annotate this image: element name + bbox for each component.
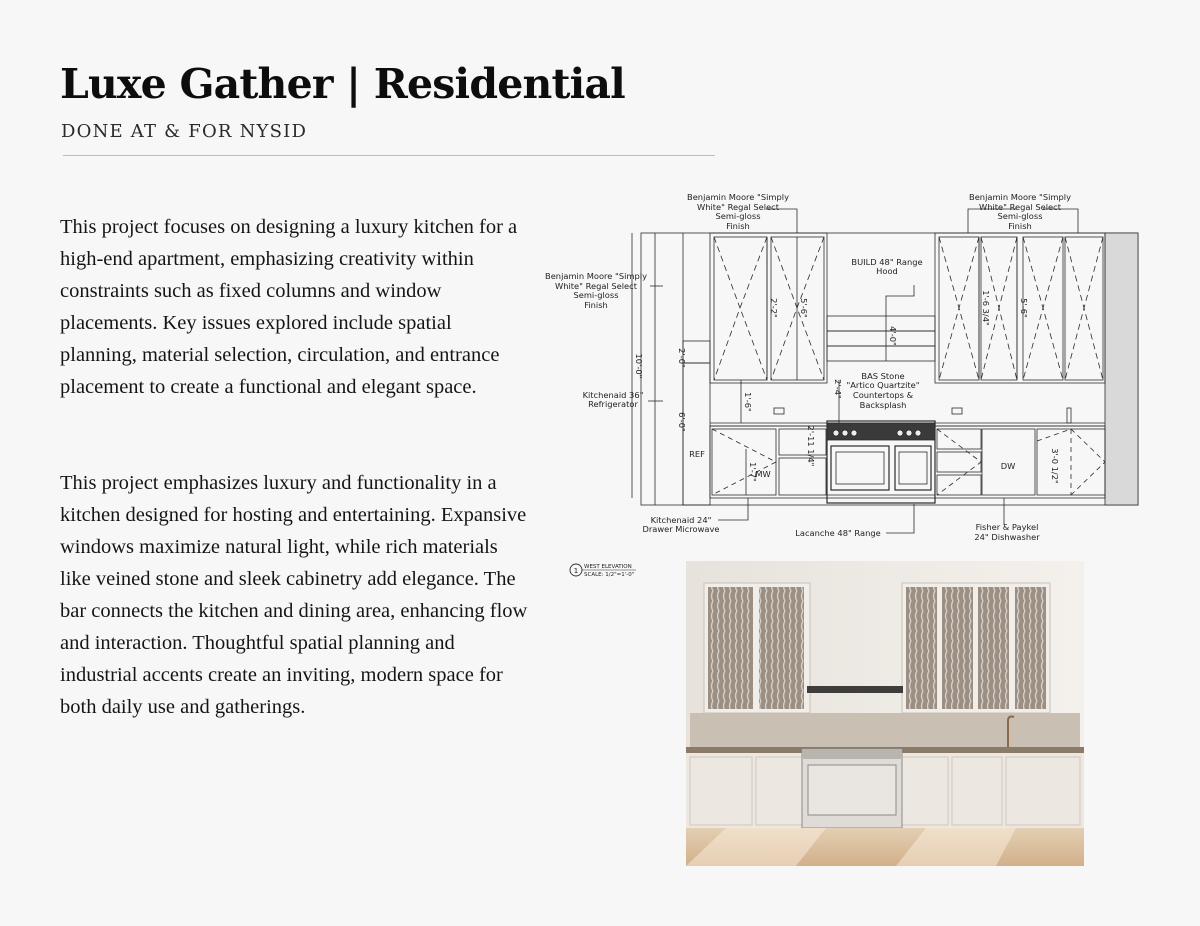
svg-text:Semi-gloss: Semi-gloss: [573, 290, 619, 300]
svg-text:"Artico Quartzite": "Artico Quartzite": [846, 380, 920, 390]
page-title: Luxe Gather | Residential: [60, 60, 625, 108]
kitchen-rendering-image: [686, 561, 1084, 866]
svg-text:Kitchenaid 36": Kitchenaid 36": [582, 390, 644, 400]
svg-text:Finish: Finish: [726, 221, 750, 231]
mw-tag: MW: [755, 469, 771, 479]
dim-base-right: 3'-0 1/2": [1050, 448, 1060, 484]
dim-upper-left-b: 5'-6": [799, 298, 809, 318]
svg-text:24" Dishwasher: 24" Dishwasher: [974, 532, 1040, 542]
dim-backsplash-mid: 2'-4": [833, 379, 843, 399]
dim-upper-right-a: 1'-6 3/4": [981, 290, 991, 326]
description-paragraph-1: This project focuses on designing a luxury kitchen for a high-end apartment, emphasizing creativity within constraints such as fixed columns and window placements. Key issues explored include spatial planning, material selection, circulation, and entrance placement to create a functional and elegant space.: [60, 216, 518, 398]
svg-text:Finish: Finish: [1008, 221, 1032, 231]
west-elevation-drawing: [538, 186, 1142, 586]
svg-text:BUILD 48" Range: BUILD 48" Range: [851, 257, 923, 267]
svg-text:Benjamin Moore "Simply: Benjamin Moore "Simply: [687, 192, 789, 202]
svg-text:Refrigerator: Refrigerator: [588, 399, 638, 409]
dim-fridge-top: 2'-0": [677, 348, 687, 368]
svg-text:Benjamin Moore "Simply: Benjamin Moore "Simply: [969, 192, 1071, 202]
range-label: Lacanche 48" Range: [795, 528, 881, 538]
paint-label-left-top: [687, 192, 789, 231]
dim-fridge-height: 6'-0": [677, 412, 687, 432]
svg-text:Semi-gloss: Semi-gloss: [715, 211, 761, 221]
stone-label: [846, 371, 919, 410]
paint-label-right-top: [969, 192, 1071, 231]
view-scale: SCALE: 1/2"=1'-0": [584, 572, 635, 578]
page-subtitle: DONE AT & FOR NYSID: [61, 121, 308, 142]
svg-text:Semi-gloss: Semi-gloss: [997, 211, 1043, 221]
dim-upper-left-a: 2'-2": [769, 298, 779, 318]
svg-text:Finish: Finish: [584, 300, 608, 310]
svg-text:White" Regal Select: White" Regal Select: [697, 202, 779, 212]
svg-text:BAS Stone: BAS Stone: [861, 371, 905, 381]
dw-tag: DW: [1000, 461, 1016, 471]
dim-base-mid: 2'-11 1/4": [806, 425, 816, 467]
microwave-label: [642, 515, 719, 534]
view-title: WEST ELEVATION: [584, 564, 632, 570]
svg-text:White" Regal Select: White" Regal Select: [555, 281, 637, 291]
ref-tag: REF: [689, 449, 705, 459]
paint-label-side: [545, 271, 647, 310]
svg-text:Fisher & Paykel: Fisher & Paykel: [975, 522, 1039, 532]
description-paragraph-2: This project emphasizes luxury and functionality in a kitchen designed for hosting and entertaining. Expansive windows maximize natural light, while rich materials like veined stone and sleek cabinetry add elegance. The bar connects the kitchen and dining area, enhancing flow and interaction. Thoughtful spatial planning and industrial accents create an inviting, modern space for both daily use and gatherings.: [60, 472, 528, 718]
dim-backsplash-left: 1'-6": [743, 392, 753, 412]
dim-hood-height: 4'-0": [888, 326, 898, 346]
svg-text:White" Regal Select: White" Regal Select: [979, 202, 1061, 212]
svg-text:Countertops &: Countertops &: [852, 390, 914, 400]
svg-text:Drawer Microwave: Drawer Microwave: [642, 524, 720, 534]
dim-base-left: 1'-7": [748, 462, 758, 482]
header-divider: [63, 155, 715, 156]
svg-text:Backsplash: Backsplash: [859, 400, 907, 410]
dim-upper-right-b: 5'-6": [1019, 298, 1029, 318]
fridge-label: [583, 390, 644, 409]
hood-label: [851, 257, 922, 276]
dim-overall: 10'-0": [634, 353, 644, 379]
svg-text:Benjamin Moore "Simply: Benjamin Moore "Simply: [545, 271, 647, 281]
svg-text:Kitchenaid 24": Kitchenaid 24": [650, 515, 712, 525]
view-number: 1: [573, 567, 579, 575]
svg-text:Hood: Hood: [876, 266, 898, 276]
dishwasher-label: [974, 522, 1040, 542]
